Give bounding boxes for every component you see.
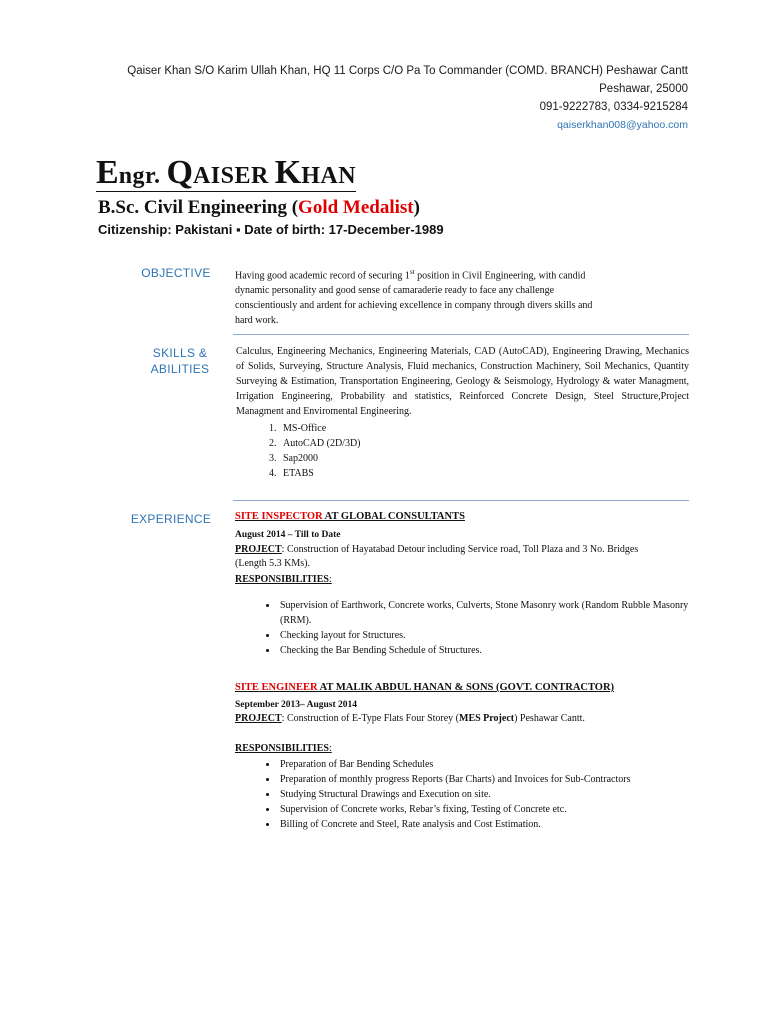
section-divider: [233, 500, 689, 501]
responsibilities-label: [235, 743, 332, 754]
degree-text: B.Sc. Civil Engineering (: [98, 197, 299, 218]
job-dates: September 2013– August 2014: [235, 700, 358, 710]
name-first-initial: Q: [166, 154, 193, 191]
skills-heading-line2: ABILITIES: [150, 362, 210, 376]
job-employer: AT GLOBAL CONSULTANTS: [322, 511, 465, 522]
job-project: [235, 543, 655, 571]
software-list: [255, 421, 361, 481]
objective-text-before: Having good academic record of securing 1: [235, 270, 410, 282]
list-item: • Supervision of Earthwork, Concrete works, Culverts, Stone Masonry work (Random Rubble Masonry (RRM).: [278, 598, 710, 628]
list-item: • Preparation of monthly progress Reports (Bar Charts) and Invoices for Sub-Contractors: [278, 772, 718, 787]
section-heading-experience: EXPERIENCE: [130, 512, 212, 526]
contact-block: [127, 62, 688, 134]
project-text: : Construction of E-Type Flats Four Storey (: [281, 713, 460, 724]
objective-sup: st: [409, 268, 415, 276]
responsibilities-label: [235, 574, 332, 585]
section-heading-skills: [136, 345, 224, 377]
list-item: • Checking the Bar Bending Schedule of Structures.: [278, 643, 710, 658]
job-title: [235, 511, 465, 522]
list-item: 1. MS-Office: [279, 421, 361, 436]
job-title: [235, 682, 614, 693]
degree-close: ): [413, 197, 420, 218]
address-line: Qaiser Khan S/O Karim Ullah Khan, HQ 11 Corps C/O Pa To Commander (COMD. BRANCH) Peshawar Cantt: [127, 65, 688, 77]
gold-medalist-text: Gold Medalist: [298, 197, 414, 218]
list-item: 3. Sap2000: [279, 451, 361, 466]
job-employer: AT MALIK ABDUL HANAN & SONS (GOVT. CONTRACTOR): [317, 682, 615, 693]
objective-text: [235, 265, 605, 328]
list-item: • Supervision of Concrete works, Rebar’s fixing, Testing of Concrete etc.: [278, 802, 718, 817]
name-first-rest: AISER: [192, 163, 269, 189]
candidate-name: [96, 154, 357, 192]
job-role: SITE INSPECTOR: [235, 511, 323, 522]
project-text: : Construction of Hayatabad Detour including Service road, Toll Plaza and 3 No. Bridges (Length 5.3 KMs).: [235, 544, 639, 569]
name-prefix-initial: E: [96, 154, 119, 191]
responsibilities-colon: :: [328, 574, 332, 585]
list-item: • Billing of Concrete and Steel, Rate analysis and Cost Estimation.: [278, 817, 718, 832]
degree-line: [98, 197, 420, 219]
name-last-initial: K: [274, 154, 302, 191]
responsibilities-list: [256, 598, 710, 658]
name-prefix-rest: ngr.: [118, 163, 161, 189]
project-label: PROJECT: [235, 713, 282, 724]
list-item: 4. ETABS: [279, 466, 361, 481]
name-last-rest: HAN: [301, 163, 357, 189]
job-role: SITE ENGINEER: [235, 682, 318, 693]
section-divider: [233, 334, 689, 335]
responsibilities-colon: :: [328, 743, 332, 754]
citizenship-line: Citizenship: Pakistani ▪ Date of birth: 17-December-1989: [98, 222, 444, 237]
skills-heading-line1: SKILLS &: [152, 346, 208, 360]
section-heading-objective: OBJECTIVE: [141, 266, 211, 280]
skills-text: Calculus, Engineering Mechanics, Engineering Materials, CAD (AutoCAD), Engineering Drawing, Mechanics of Solids, Surveying, Structure Analysis, Fluid mechanics, Construction Machinery, Soil Mechanics, Quantity Surveying & Estimation, Transportation Engineering, Geology & Seismology, Hydrology & water Managment, Irrigation Engineering, Probability and statistics, Reinforced Concrete Design, Steel Structure,Project Managment and Enviromental Engineering.: [236, 346, 689, 417]
responsibilities-label-text: RESPONSIBILITIES: [235, 574, 329, 585]
project-label: PROJECT: [235, 544, 282, 555]
project-text-post: ) Peshawar Cantt.: [514, 713, 585, 724]
phone-line: 091-9222783, 0334-9215284: [539, 101, 688, 113]
list-item: 2. AutoCAD (2D/3D): [279, 436, 361, 451]
list-item: • Preparation of Bar Bending Schedules: [278, 757, 718, 772]
job-dates: August 2014 – Till to Date: [235, 530, 341, 540]
job-project: [235, 712, 595, 726]
list-item: • Studying Structural Drawings and Execution on site.: [278, 787, 718, 802]
responsibilities-list: [256, 757, 718, 832]
objective-text-after: position in Civil Engineering, with candid dynamic personality and good sense of camaraderie ready to face any challenge conscientiously and ardent for achieving excellence in company through divers skills and hard work.: [235, 270, 593, 327]
city-line: Peshawar, 25000: [599, 83, 688, 95]
project-bold: MES Project: [459, 713, 515, 724]
list-item: • Checking layout for Structures.: [278, 628, 710, 643]
email-link[interactable]: qaiserkhan008@yahoo.com: [557, 119, 688, 131]
responsibilities-label-text: RESPONSIBILITIES: [235, 743, 329, 754]
